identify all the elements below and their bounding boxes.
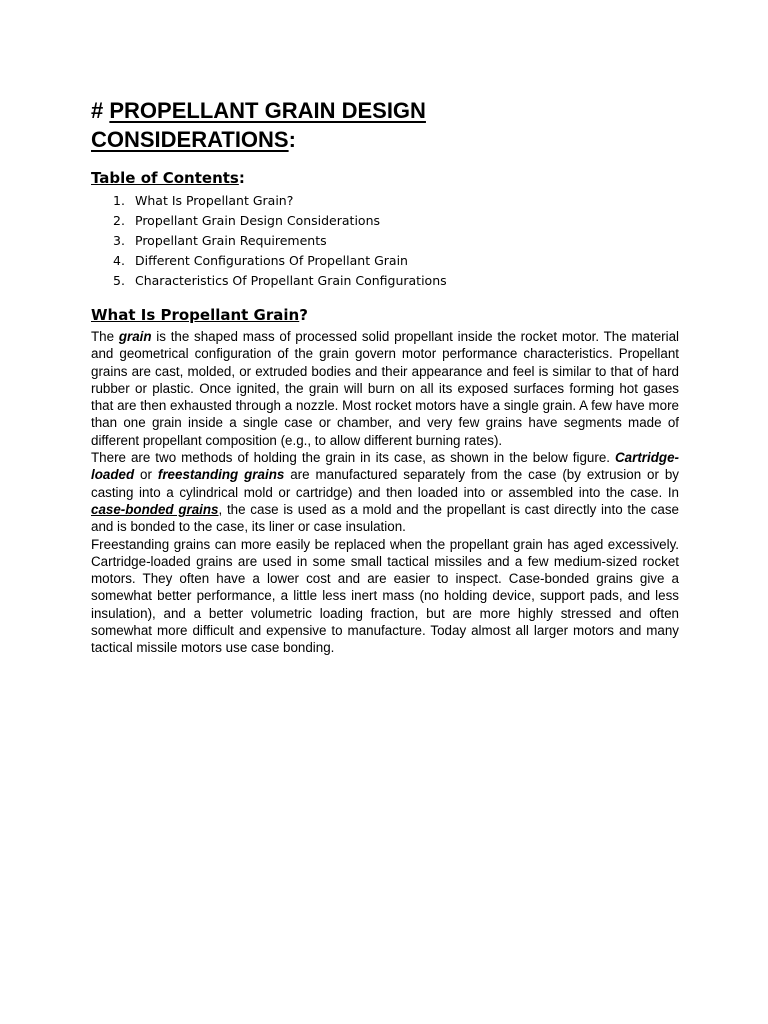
- title-colon: :: [288, 127, 296, 152]
- table-of-contents: [91, 191, 679, 291]
- toc-item-label: Different Configurations Of Propellant Grain: [135, 253, 408, 268]
- paragraph-1: [91, 328, 679, 449]
- emphasis-term: freestanding grains: [157, 467, 285, 483]
- toc-item: [113, 191, 679, 211]
- section-heading: [91, 305, 679, 325]
- toc-item-number: 5.: [113, 273, 125, 288]
- title-hash: #: [91, 98, 110, 123]
- paragraph-text: There are two methods of holding the grain in its case, as shown in the below figure.: [91, 450, 615, 466]
- emphasis-term: case-bonded grains: [91, 501, 219, 517]
- toc-item-number: 3.: [113, 233, 125, 248]
- toc-item-number: 1.: [113, 193, 125, 208]
- document-page: [91, 96, 679, 657]
- toc-item: [113, 251, 679, 271]
- paragraph-text: , the case is used as a mold and the propellant is cast directly into the case and is bonded to the case, its liner or case insulation.: [91, 501, 680, 535]
- toc-item: [113, 211, 679, 231]
- paragraph-text: is the shaped mass of processed solid propellant inside the rocket motor. The material and geometrical configuration of the grain govern motor performance characteristics. Propellant grains are cast, molded, or extruded bodies and their appearance and feel is similar to that of hard rubber or plastic. Once ignited, the grain will burn on all its exposed surfaces forming hot gases that are then exhausted through a nozzle. Most rocket motors have a single grain. A few have more than one grain inside a single case or chamber, and very few grains have segments made of different propellant composition (e.g., to allow different burning rates).: [91, 329, 679, 448]
- document-title: [91, 96, 511, 154]
- toc-heading-text: Table of Contents: [91, 169, 239, 187]
- toc-item-label: Propellant Grain Design Considerations: [135, 213, 381, 228]
- toc-item-label: What Is Propellant Grain?: [135, 193, 294, 208]
- paragraph-text: or: [134, 467, 158, 483]
- toc-heading: [91, 168, 679, 188]
- toc-item: [113, 271, 679, 291]
- toc-item-label: Characteristics Of Propellant Grain Configurations: [135, 273, 447, 288]
- toc-item-number: 4.: [113, 253, 125, 268]
- toc-heading-colon: :: [238, 169, 245, 187]
- emphasis-term: Cartridge-loaded: [91, 450, 679, 483]
- section-heading-question-mark: ?: [299, 306, 308, 324]
- toc-item-number: 2.: [113, 213, 125, 228]
- paragraph-2: [91, 449, 679, 535]
- toc-item-label: Propellant Grain Requirements: [135, 233, 327, 248]
- paragraph-text: are manufactured separately from the case (by extrusion or by casting into a cylindrical mold or cartridge) and then loaded into or assembled into the case. In: [91, 467, 680, 500]
- section-heading-text: What Is Propellant Grain: [91, 306, 300, 324]
- paragraph-3: Freestanding grains can more easily be replaced when the propellant grain has aged excessively. Cartridge-loaded grains are used in some small tactical missiles and a few medium-sized rocket motors. They often have a lower cost and are easier to inspect. Case-bonded grains give a somewhat better performance, a little less inert mass (no holding device, support pads, and less insulation), and a better volumetric loading fraction, but are more highly stressed and often somewhat more difficult and expensive to manufacture. Today almost all larger motors and many tactical missile motors use case bonding.: [91, 536, 679, 656]
- paragraph-text: The: [91, 329, 119, 344]
- toc-item: [113, 231, 679, 251]
- title-text: PROPELLANT GRAIN DESIGN CONSIDERATIONS: [91, 98, 426, 152]
- emphasis-term: grain: [118, 329, 152, 344]
